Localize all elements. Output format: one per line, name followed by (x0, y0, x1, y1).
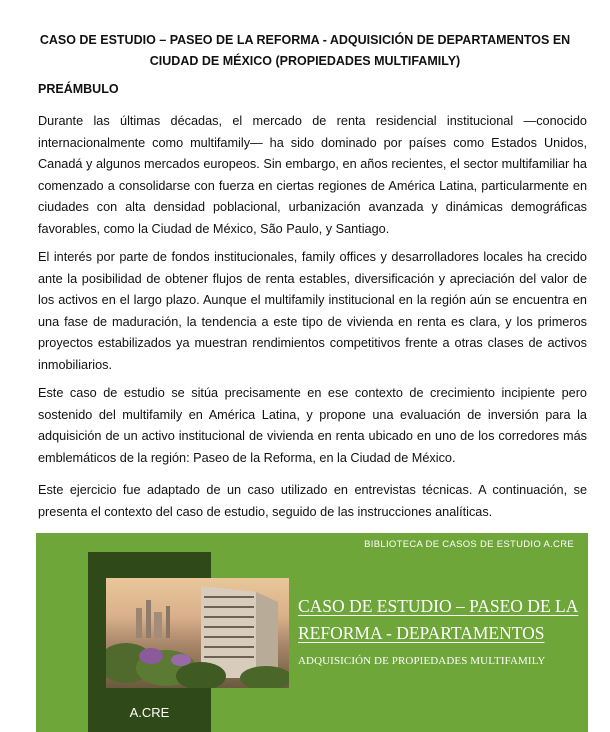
paragraph-2: El interés por parte de fondos institucionales, family offices y desarrolladores locales ha crecido ante la posibilidad de obtener flujos de renta estables, diversificación y apreciación del valor de los activos en el largo plazo. Aunque el multifamily institucional en la región aún se encuentra en una fase de maduración, la tendencia a este tipo de vivienda en renta es clara, y los primeros proyectos estabilizados ya muestran rendimientos competitivos frente a otras clases de activos inmobiliarios. (38, 250, 587, 372)
case-study-banner (36, 533, 588, 732)
paragraph-3: Este caso de estudio se sitúa precisamente en ese contexto de crecimiento incipiente pero sostenido del multifamily en América Latina, y propone una evaluación de inversión para la adquisición de un activo institucional de vivienda en renta ubicado en uno de los corredores más emblemáticos de la región: Paseo de la Reforma, en la Ciudad de México. (38, 386, 587, 465)
brand-label: A.CRE (129, 705, 170, 720)
paragraph-4: Este ejercicio fue adaptado de un caso utilizado en entrevistas técnicas. A continuación, se presenta el contexto del caso de estudio, seguido de las instrucciones analíticas. (38, 483, 587, 519)
banner-subtitle: ADQUISICIÓN DE PROPIEDADES MULTIFAMILY (298, 655, 546, 667)
document-title: CASO DE ESTUDIO – PASEO DE LA REFORMA - ADQUISICIÓN DE DEPARTAMENTOS EN CIUDAD DE MÉXICO (PROPIEDADES MULTIFAMILY) (39, 33, 571, 68)
section-heading: PREÁMBULO (38, 82, 119, 96)
banner-title: CASO DE ESTUDIO – PASEO DE LA REFORMA - DEPARTAMENTOS (298, 596, 579, 643)
paragraph-1: Durante las últimas décadas, el mercado de renta residencial institucional —conocido internacionalmente como multifamily— ha sido dominado por países como Estados Unidos, Canadá y algunos mercados europeos. Sin embargo, en años recientes, el sector multifamiliar ha comenzado a consolidarse con fuerza en ciertas regiones de América Latina, particularmente en ciudades con alta densidad poblacional, urbanización avanzada y dinámicas demográficas favorables, como la Ciudad de México, São Paulo, y Santiago. (38, 114, 587, 236)
building-illustration (106, 578, 289, 688)
library-label: BIBLIOTECA DE CASOS DE ESTUDIO A.CRE (364, 539, 574, 550)
building-photo (106, 578, 289, 688)
